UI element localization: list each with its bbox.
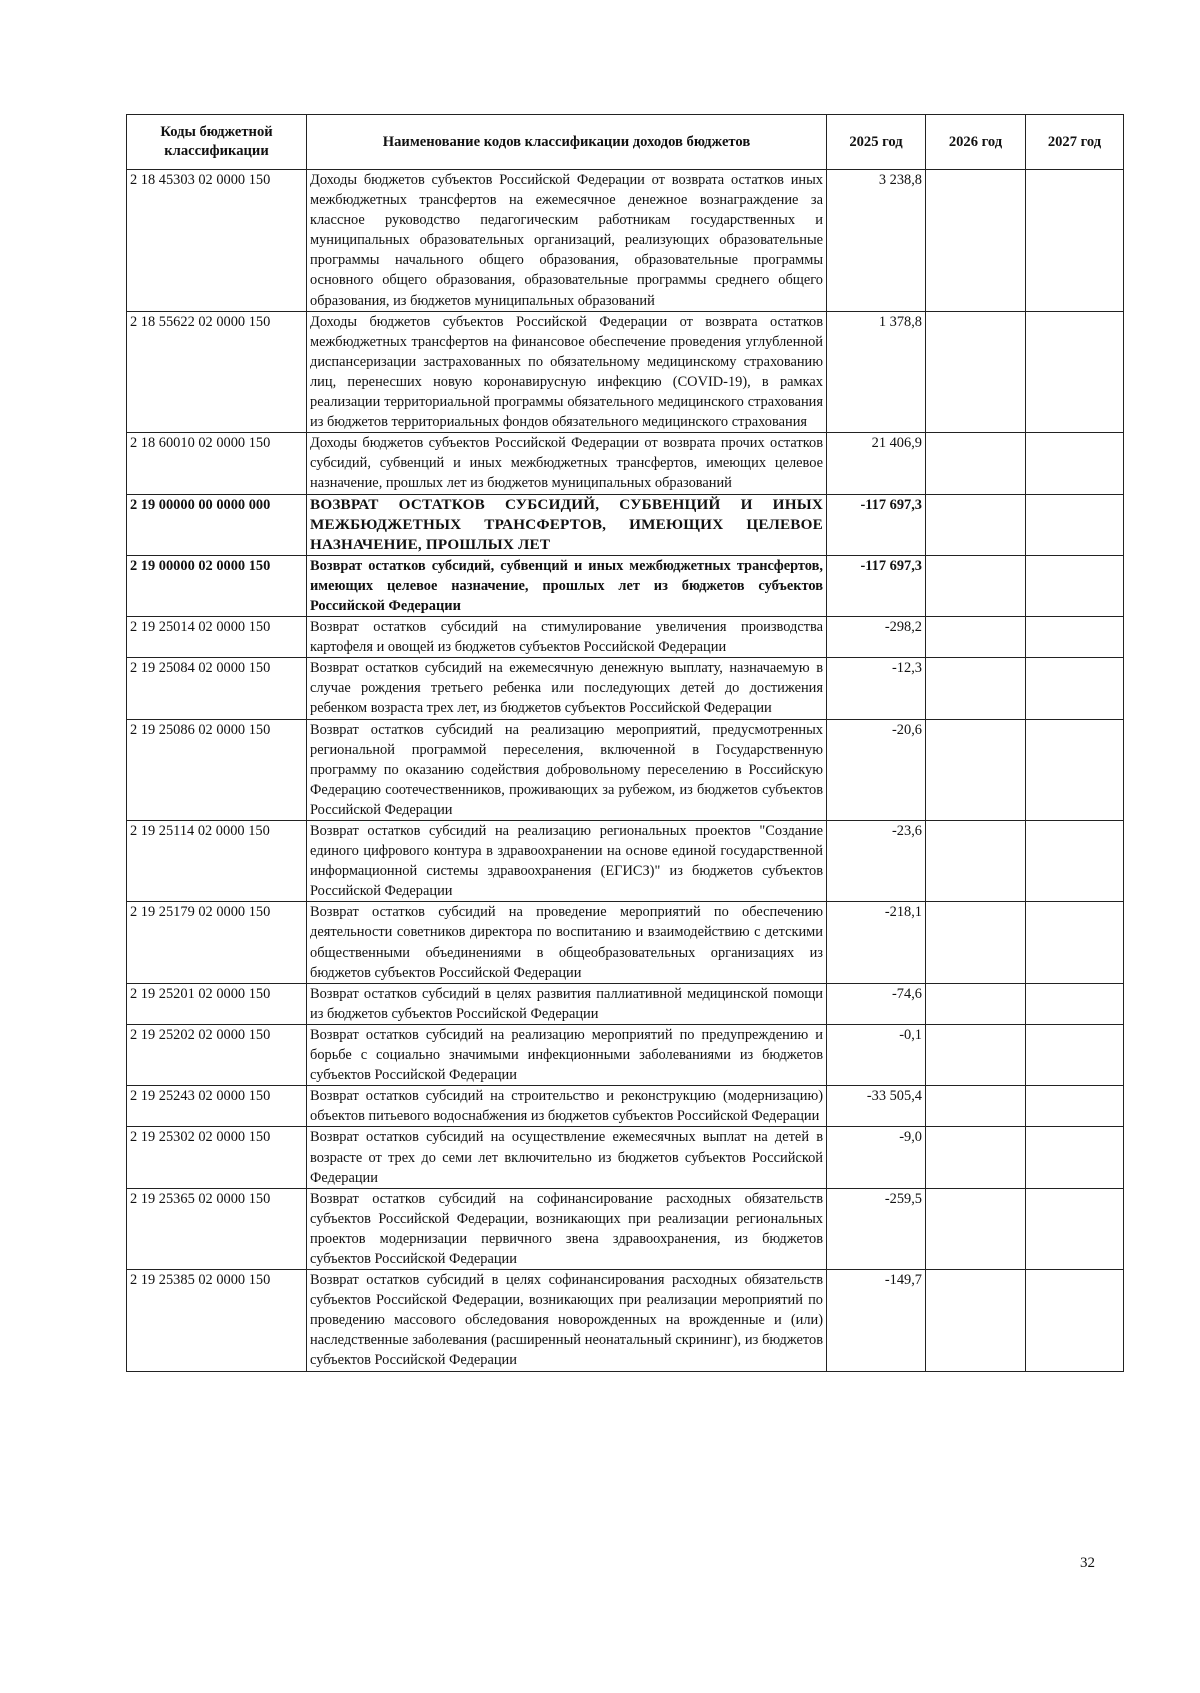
row-name: Возврат остатков субсидий в целях развития паллиативной медицинской помощи из бюджетов субъектов Российской Федерации	[307, 983, 827, 1024]
row-value-2025: 1 378,8	[827, 311, 926, 433]
row-value-2026	[926, 433, 1026, 494]
row-code: 2 19 25179 02 0000 150	[127, 902, 307, 983]
row-code: 2 18 45303 02 0000 150	[127, 170, 307, 312]
table-row	[127, 821, 1124, 902]
row-name: Возврат остатков субсидий на проведение мероприятий по обеспечению деятельности советников директора по воспитанию и взаимодействию с детскими общественными объединениями в общеобразовательных организациях из бюджетов субъектов Российской Федерации	[307, 902, 827, 983]
row-code: 2 19 25086 02 0000 150	[127, 719, 307, 820]
table-row	[127, 719, 1124, 820]
row-value-2026	[926, 719, 1026, 820]
row-value-2025: -33 505,4	[827, 1086, 926, 1127]
row-value-2027	[1026, 719, 1124, 820]
row-value-2027	[1026, 983, 1124, 1024]
row-value-2026	[926, 658, 1026, 719]
row-name: Возврат остатков субсидий на строительство и реконструкцию (модернизацию) объектов питьевого водоснабжения из бюджетов субъектов Российской Федерации	[307, 1086, 827, 1127]
row-name: Возврат остатков субсидий на стимулирование увеличения производства картофеля и овощей из бюджетов субъектов Российской Федерации	[307, 617, 827, 658]
row-code: 2 19 25202 02 0000 150	[127, 1024, 307, 1085]
table-row	[127, 1270, 1124, 1371]
row-value-2027	[1026, 311, 1124, 433]
header-year-2027: 2027 год	[1026, 115, 1124, 170]
budget-revenue-table	[126, 114, 1124, 1372]
header-name: Наименование кодов классификации доходов бюджетов	[307, 115, 827, 170]
row-value-2027	[1026, 1024, 1124, 1085]
table-row	[127, 617, 1124, 658]
table-row	[127, 658, 1124, 719]
row-value-2026	[926, 1270, 1026, 1371]
row-name: Возврат остатков субсидий на реализацию региональных проектов "Создание единого цифрового контура в здравоохранении на основе единой государственной информационной системы здравоохранения (ЕГИСЗ)" из бюджетов субъектов Российской Федерации	[307, 821, 827, 902]
header-code: Коды бюджетной классификации	[127, 115, 307, 170]
row-name: Доходы бюджетов субъектов Российской Федерации от возврата остатков иных межбюджетных трансфертов на ежемесячное денежное вознаграждение за классное руководство педагогическим работникам государственных и муниципальных образовательных организаций, реализующих образовательные программы начального общего образования, образовательные программы основного общего образования, образовательные программы среднего общего образования, из бюджетов муниципальных образований	[307, 170, 827, 312]
row-value-2025: -117 697,3	[827, 555, 926, 616]
row-code: 2 19 25243 02 0000 150	[127, 1086, 307, 1127]
header-year-2026: 2026 год	[926, 115, 1026, 170]
row-name: Доходы бюджетов субъектов Российской Федерации от возврата прочих остатков субсидий, субвенций и иных межбюджетных трансфертов, имеющих целевое назначение, прошлых лет из бюджетов муниципальных образований	[307, 433, 827, 494]
row-value-2026	[926, 902, 1026, 983]
row-value-2025: -218,1	[827, 902, 926, 983]
row-code: 2 19 25385 02 0000 150	[127, 1270, 307, 1371]
row-value-2027	[1026, 555, 1124, 616]
row-value-2027	[1026, 494, 1124, 555]
header-year-2025: 2025 год	[827, 115, 926, 170]
table-header-row	[127, 115, 1124, 170]
table-row	[127, 1024, 1124, 1085]
row-name: Возврат остатков субсидий, субвенций и иных межбюджетных трансфертов, имеющих целевое назначение, прошлых лет из бюджетов субъектов Российской Федерации	[307, 555, 827, 616]
row-value-2026	[926, 311, 1026, 433]
row-value-2026	[926, 1024, 1026, 1085]
row-name: Возврат остатков субсидий в целях софинансирования расходных обязательств субъектов Российской Федерации, возникающих при реализации мероприятий по проведению массового обследования новорожденных на врожденные и (или) наследственные заболевания (расширенный неонатальный скрининг), из бюджетов субъектов Российской Федерации	[307, 1270, 827, 1371]
row-name: Возврат остатков субсидий на реализацию мероприятий по предупреждению и борьбе с социально значимыми инфекционными заболеваниями из бюджетов субъектов Российской Федерации	[307, 1024, 827, 1085]
row-name: Возврат остатков субсидий на осуществление ежемесячных выплат на детей в возрасте от трех до семи лет включительно из бюджетов субъектов Российской Федерации	[307, 1127, 827, 1188]
row-value-2026	[926, 983, 1026, 1024]
row-value-2027	[1026, 1270, 1124, 1371]
page-number: 32	[1080, 1555, 1095, 1571]
table-row	[127, 433, 1124, 494]
row-value-2027	[1026, 1188, 1124, 1269]
table-row	[127, 311, 1124, 433]
row-value-2025: -23,6	[827, 821, 926, 902]
table-row-total	[127, 494, 1124, 555]
row-value-2025: -74,6	[827, 983, 926, 1024]
row-code: 2 19 25014 02 0000 150	[127, 617, 307, 658]
row-value-2025: -12,3	[827, 658, 926, 719]
row-value-2027	[1026, 1127, 1124, 1188]
row-value-2027	[1026, 170, 1124, 312]
row-value-2025: -117 697,3	[827, 494, 926, 555]
row-value-2027	[1026, 617, 1124, 658]
row-code: 2 19 25114 02 0000 150	[127, 821, 307, 902]
row-value-2025: -298,2	[827, 617, 926, 658]
row-value-2025: -9,0	[827, 1127, 926, 1188]
row-code: 2 19 25084 02 0000 150	[127, 658, 307, 719]
row-value-2026	[926, 170, 1026, 312]
row-value-2025: 3 238,8	[827, 170, 926, 312]
row-value-2025: -259,5	[827, 1188, 926, 1269]
row-code: 2 18 55622 02 0000 150	[127, 311, 307, 433]
row-value-2026	[926, 617, 1026, 658]
row-code: 2 19 25365 02 0000 150	[127, 1188, 307, 1269]
row-name: ВОЗВРАТ ОСТАТКОВ СУБСИДИЙ, СУБВЕНЦИЙ И ИНЫХ МЕЖБЮДЖЕТНЫХ ТРАНСФЕРТОВ, ИМЕЮЩИХ ЦЕЛЕВОЕ НАЗНАЧЕНИЕ, ПРОШЛЫХ ЛЕТ	[307, 494, 827, 555]
row-value-2027	[1026, 902, 1124, 983]
table-row	[127, 1127, 1124, 1188]
row-code: 2 19 25201 02 0000 150	[127, 983, 307, 1024]
row-value-2027	[1026, 433, 1124, 494]
row-value-2026	[926, 1188, 1026, 1269]
row-name: Возврат остатков субсидий на ежемесячную денежную выплату, назначаемую в случае рождения третьего ребенка или последующих детей до достижения ребенком возраста трех лет, из бюджетов субъектов Российской Федерации	[307, 658, 827, 719]
row-value-2025: -0,1	[827, 1024, 926, 1085]
row-name: Возврат остатков субсидий на софинансирование расходных обязательств субъектов Российской Федерации, возникающих при реализации региональных проектов модернизации первичного звена здравоохранения, из бюджетов субъектов Российской Федерации	[307, 1188, 827, 1269]
row-name: Доходы бюджетов субъектов Российской Федерации от возврата остатков межбюджетных трансфертов на финансовое обеспечение проведения углубленной диспансеризации застрахованных по обязательному медицинскому страхованию лиц, перенесших новую коронавирусную инфекцию (COVID-19), в рамках реализации территориальной программы обязательного медицинского страхования из бюджетов территориальных фондов обязательного медицинского страхования	[307, 311, 827, 433]
table-row	[127, 170, 1124, 312]
table-row	[127, 1086, 1124, 1127]
row-value-2026	[926, 494, 1026, 555]
table-row	[127, 902, 1124, 983]
row-code: 2 19 00000 02 0000 150	[127, 555, 307, 616]
row-value-2025: -20,6	[827, 719, 926, 820]
table-row	[127, 983, 1124, 1024]
table-row-subtotal	[127, 555, 1124, 616]
row-name: Возврат остатков субсидий на реализацию мероприятий, предусмотренных региональной программой переселения, включенной в Государственную программу по оказанию содействия добровольному переселению в Российскую Федерацию соотечественников, проживающих за рубежом, из бюджетов субъектов Российской Федерации	[307, 719, 827, 820]
row-value-2025: 21 406,9	[827, 433, 926, 494]
row-value-2026	[926, 1127, 1026, 1188]
row-value-2026	[926, 555, 1026, 616]
row-code: 2 19 00000 00 0000 000	[127, 494, 307, 555]
row-value-2026	[926, 821, 1026, 902]
row-code: 2 19 25302 02 0000 150	[127, 1127, 307, 1188]
row-value-2025: -149,7	[827, 1270, 926, 1371]
table-row	[127, 1188, 1124, 1269]
row-value-2027	[1026, 1086, 1124, 1127]
row-value-2026	[926, 1086, 1026, 1127]
row-value-2027	[1026, 821, 1124, 902]
row-value-2027	[1026, 658, 1124, 719]
row-code: 2 18 60010 02 0000 150	[127, 433, 307, 494]
